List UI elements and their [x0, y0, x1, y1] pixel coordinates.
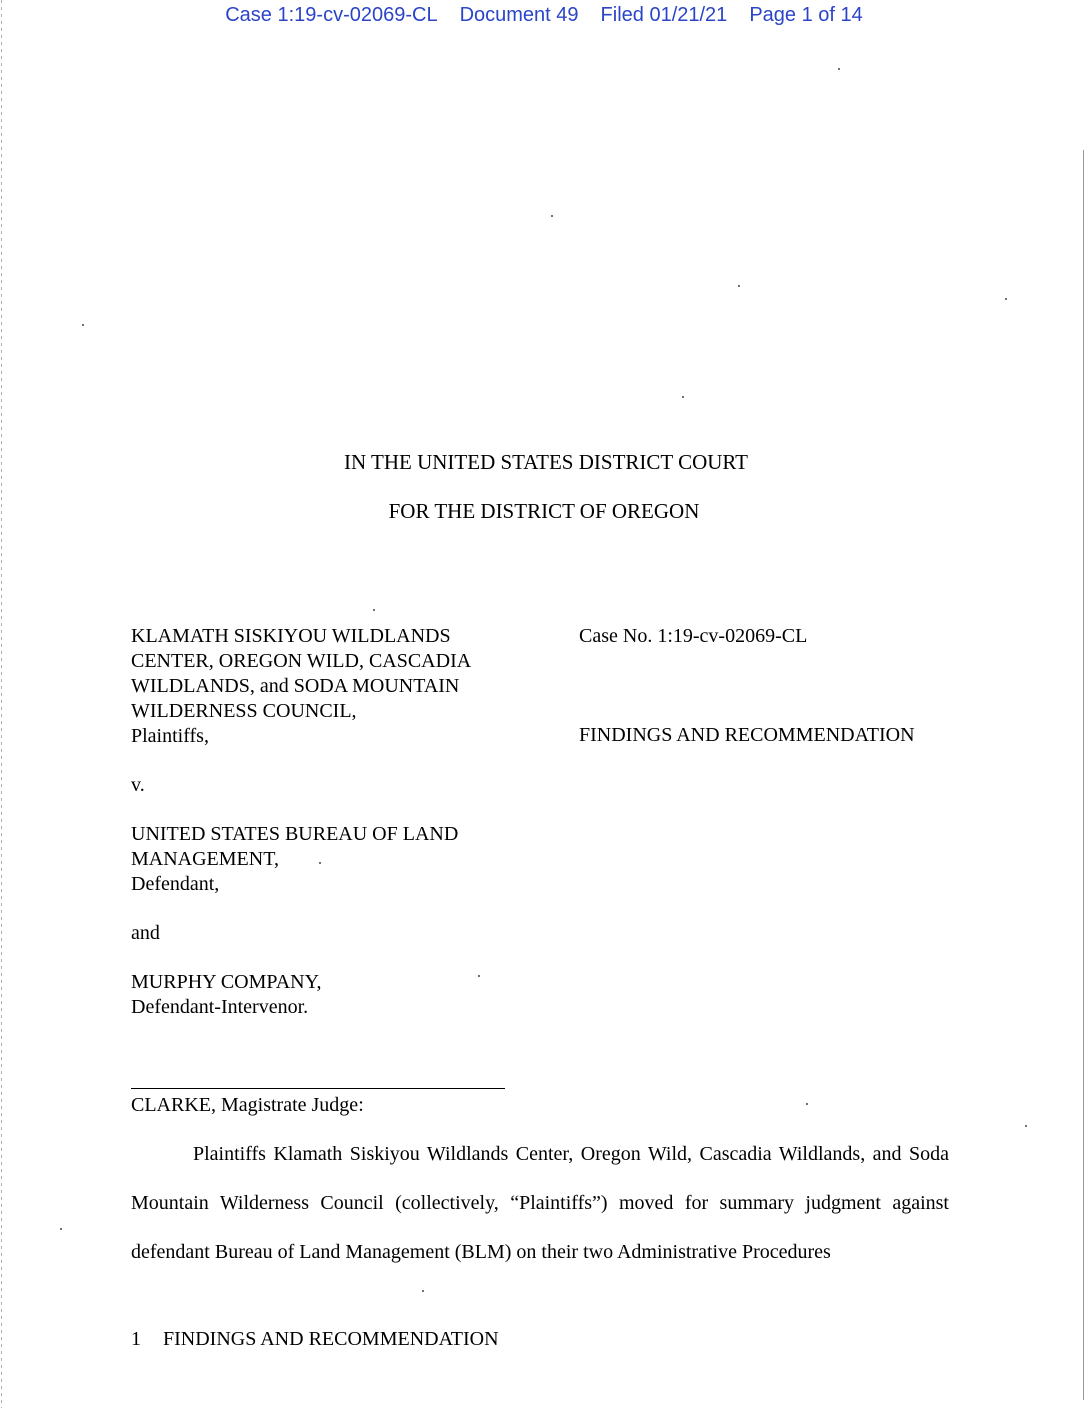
scan-speck	[838, 68, 840, 70]
page-footer	[131, 1328, 499, 1351]
scan-edge-right	[1083, 150, 1084, 1400]
plaintiffs-name-line: WILDLANDS, and SODA MOUNTAIN	[131, 675, 460, 697]
plaintiffs-name-line: KLAMATH SISKIYOU WILDLANDS	[131, 625, 451, 647]
scan-speck	[1005, 298, 1007, 300]
scan-speck	[478, 975, 480, 977]
case-caption-parties	[131, 624, 471, 1020]
document-title: FINDINGS AND RECOMMENDATION	[579, 724, 915, 746]
court-district: FOR THE DISTRICT OF OREGON	[388, 499, 700, 523]
court-name: IN THE UNITED STATES DISTRICT COURT	[343, 450, 749, 474]
defendant-block	[131, 822, 471, 897]
plaintiffs-name-line: CENTER, OREGON WILD, CASCADIA	[131, 650, 472, 672]
intervenor-block	[131, 970, 471, 1020]
scan-speck	[319, 862, 321, 864]
scan-speck	[682, 396, 684, 398]
defendant-role: Defendant,	[131, 873, 220, 895]
scan-speck	[806, 1103, 808, 1105]
scan-speck	[551, 215, 553, 217]
intervenor-role: Defendant-Intervenor.	[131, 996, 309, 1018]
judge-name: CLARKE, Magistrate Judge:	[131, 1094, 364, 1116]
scan-speck	[738, 285, 740, 287]
footer-page-number: 1	[131, 1328, 141, 1350]
plaintiffs-block	[131, 624, 471, 749]
intervenor-name: MURPHY COMPANY,	[131, 971, 322, 993]
defendant-name-line: MANAGEMENT,	[131, 848, 279, 870]
header-case-number: Case 1:19-cv-02069-CL	[225, 4, 438, 26]
scan-speck	[1025, 1125, 1027, 1127]
scan-speck	[82, 324, 84, 326]
plaintiffs-name-line: WILDERNESS COUNCIL,	[131, 700, 357, 722]
defendant-name-line: UNITED STATES BUREAU OF LAND	[131, 823, 459, 845]
and-conjunction: and	[131, 922, 160, 944]
header-document-number: Document 49	[459, 4, 579, 26]
versus: v.	[131, 774, 145, 796]
scan-edge-left	[1, 0, 2, 1408]
header-page-count: Page 1 of 14	[749, 4, 863, 26]
scan-speck	[373, 609, 375, 611]
body-paragraph: Plaintiffs Klamath Siskiyou Wildlands Center, Oregon Wild, Cascadia Wildlands, and Soda Mountain Wilderness Council (collectively, “Plaintiffs”) moved for summary judgment against defendant Bureau of Land Management (BLM) on their two Administrative Procedures	[131, 1143, 949, 1263]
header-filed-date: Filed 01/21/21	[600, 4, 728, 26]
footer-title: FINDINGS AND RECOMMENDATION	[163, 1328, 499, 1350]
scan-speck	[422, 1290, 424, 1292]
filing-header	[0, 4, 1088, 27]
plaintiffs-role: Plaintiffs,	[131, 725, 209, 747]
scan-speck	[60, 1228, 62, 1230]
caption-divider	[131, 1088, 505, 1089]
case-number: Case No. 1:19-cv-02069-CL	[579, 625, 808, 647]
